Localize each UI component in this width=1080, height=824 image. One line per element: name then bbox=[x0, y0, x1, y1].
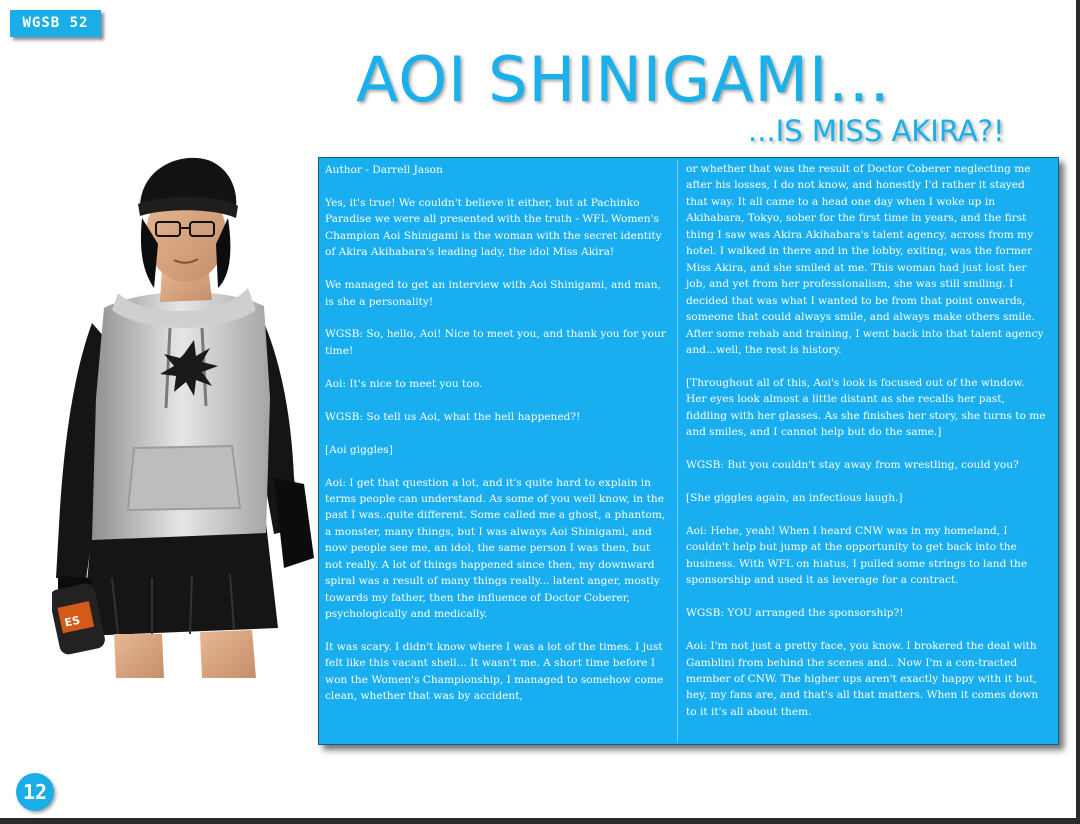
paragraph: WGSB: YOU arranged the sponsorship?! bbox=[686, 607, 904, 620]
paragraph: It was scary. I didn't know where I was a lot of the times. I just felt like this vacant shell... It wasn't me. A short time before I won the Women's Championship, I managed to somehow come clean, whether that was by accident, bbox=[325, 641, 664, 703]
paragraph: Aoi: Hehe, yeah! When I heard CNW was in my homeland, I couldn't help but jump at the opportunity to get back into the business. With WFL on hiatus, I pulled some strings to land the sponsorship and used it as leverage for a contract. bbox=[686, 524, 1028, 587]
paragraph: WGSB: So tell us Aoi, what the hell happened?! bbox=[325, 410, 581, 423]
paragraph: [Throughout all of this, Aoi's look is focused out of the window. Her eyes look almost a little distant as she recalls her past, fiddling with her glasses. As she finishes her story, she turns to me and smiles, and I cannot help but do the same.] bbox=[686, 376, 1046, 439]
column-divider bbox=[677, 160, 678, 742]
article-right-column bbox=[686, 161, 1048, 737]
page-edge-shadow bbox=[0, 818, 1080, 824]
issue-badge: WGSB 52 bbox=[10, 10, 101, 37]
article-text-box bbox=[318, 157, 1059, 745]
paragraph: WGSB: But you couldn't stay away from wrestling, could you? bbox=[686, 459, 1019, 472]
page-number: 12 bbox=[16, 773, 54, 811]
paragraph: Yes, it's true! We couldn't believe it either, but at Pachinko Paradise we were all presented with the truth - WFL Women's Champion Aoi Shinigami is the woman with the secret identity of Akira Akihabara's leading lady, the idol Miss Akira! bbox=[325, 196, 662, 259]
author-line: Author - Darrell Jason bbox=[325, 164, 443, 176]
article-subtitle: ...IS MISS AKIRA?! bbox=[748, 114, 1005, 148]
article-title: AOI SHINIGAMI... bbox=[356, 43, 891, 116]
paragraph: [She giggles again, an infectious laugh.] bbox=[686, 492, 903, 505]
article-left-column bbox=[325, 162, 671, 721]
paragraph: WGSB: So, hello, Aoi! Nice to meet you, and thank you for your time! bbox=[325, 328, 666, 357]
paragraph: or whether that was the result of Doctor Coberer neglecting me after his losses, I do not know, and honestly I'd rather it stayed that way. It all came to a head one day when I woke up in Akihabara, Tokyo, sober for the first time in years, and the first thing I saw was Akira Akihabara's talent agency, across from my hotel. I walked in there and in the lobby, exiting, was the former Miss Akira, and she smiled at me. This woman had just lost her job, and yet from her professionalism, she was still smiling. I decided that was what I wanted to be from that point onwards, someone that could always smile, and always make others smile. After some rehab and training, I went back into that talent agency and...well, the rest is history. bbox=[686, 163, 1044, 356]
page-edge-shadow bbox=[1076, 0, 1080, 824]
paragraph: Aoi: I get that question a lot, and it's quite hard to explain in terms people can understand. As some of you well know, in the past I was..quite different. Some called me a ghost, a phantom, a monster, many things, but I was always Aoi Shinigami, and now people see me, an idol, the same person I was then, but not really. A lot of things happened since then, my downward spiral was a result of many things really... latent anger, mostly towards my father, then the influence of Doctor Coberer, psychologically and medically. bbox=[325, 476, 666, 621]
wrestler-figure-icon bbox=[52, 148, 314, 678]
paragraph: [Aoi giggles] bbox=[325, 443, 393, 456]
bottle-label: ES bbox=[63, 613, 82, 630]
paragraph: We managed to get an interview with Aoi Shinigami, and man, is she a personality! bbox=[325, 279, 661, 308]
paragraph: Aoi: I'm not just a pretty face, you know. I brokered the deal with Gamblini from behind the scenes and.. Now I'm a con-tracted member of CNW. The higher ups aren't exactly happy with it but, hey, my fans are, and that's all that matters. When it comes down to it it's all about them. bbox=[686, 640, 1039, 718]
paragraph: Aoi: It's nice to meet you too. bbox=[325, 377, 483, 390]
